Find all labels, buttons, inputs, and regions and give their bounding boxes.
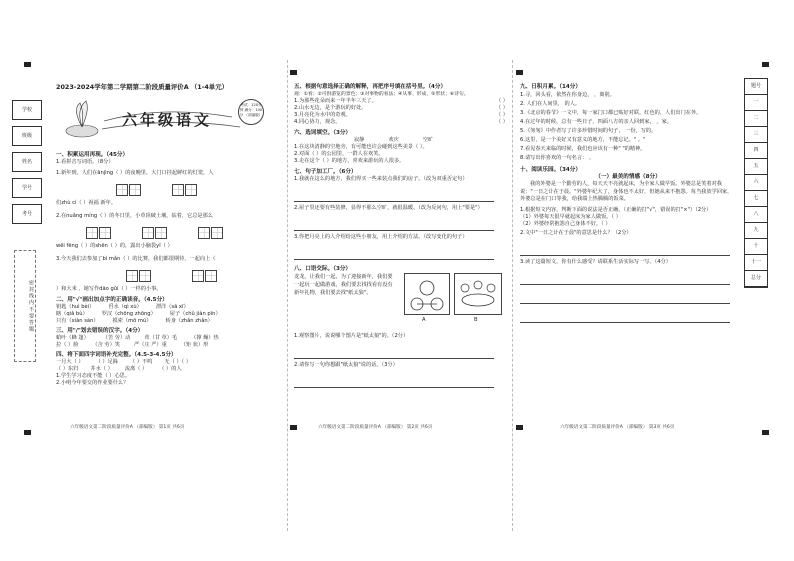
page-divider bbox=[287, 60, 288, 531]
score-cell[interactable]: 七 bbox=[745, 191, 767, 207]
question-heading: 二、用"√"画出加点字的正确读音。（4.5分） bbox=[56, 297, 168, 303]
fill-line[interactable]: 6.这里，是一个美好又有意义的地方，不能忘记。" 。" bbox=[520, 137, 646, 143]
answer-line[interactable] bbox=[520, 247, 730, 256]
exam-header: 2023-2024学年第二学期第二阶段质量评价A （1-4单元） bbox=[56, 83, 228, 91]
score-cell[interactable]: 九 bbox=[745, 223, 767, 239]
binding-notice: 密 封 线 内 不 要 答 题 bbox=[14, 250, 36, 362]
answer-line[interactable] bbox=[520, 294, 730, 304]
section-title: 六、选词填空。（3分） bbox=[294, 130, 352, 136]
registration-marker bbox=[762, 430, 769, 435]
school-field[interactable]: 学校 bbox=[12, 100, 42, 120]
pinyin-boxes[interactable] bbox=[116, 179, 282, 198]
char-row[interactable]: 蛤叶（蜂 篷） （苦 劳）动 茸（甘 草）毛 （撑 燥）热 bbox=[56, 335, 219, 341]
answer-line[interactable] bbox=[294, 222, 494, 231]
answer-line[interactable] bbox=[294, 193, 494, 202]
section-title: 九、日积月累。（14分） bbox=[520, 84, 581, 90]
oral-prompt: 龙龙，让我们一起，为了迎接新年，我们要一起玩一起做游戏，我们要去找找看有没有新年礼物，我们要去找"纸太狼"。 bbox=[294, 274, 393, 296]
name-field[interactable]: 姓名 bbox=[12, 152, 42, 172]
question-line: 2.文中"一日之计在于晨"的意思是什么？（2分） bbox=[520, 229, 632, 236]
score-cell[interactable]: 五 bbox=[745, 159, 767, 175]
page-footer: 六年级语文第二阶段质量评价A （部编版） 第2页 共6页 bbox=[318, 425, 433, 430]
exam-stamp: 考试：120分钟 满分：100分 （部编版） bbox=[238, 99, 264, 125]
score-cell[interactable]: 十一 bbox=[745, 255, 767, 271]
page-divider bbox=[512, 60, 513, 531]
page-title: 六年级语文 bbox=[122, 111, 213, 129]
question-line: 3.你把月亮上的人介绍给这些小朋友，用上介绍的方法。（改写变化的句子） bbox=[294, 234, 468, 240]
section-title: 五、根据句意选择正确的解释，再把序号填在括号里。（4分） bbox=[294, 84, 447, 90]
fill-line[interactable]: 1.寻，回头看，依然在你身边， ，离别。 bbox=[520, 92, 615, 98]
section-title: 一、积累运用再现。（45分） bbox=[56, 152, 129, 158]
fill-line[interactable]: 7.看见春天来临的时候，我们也应该有一种" "的精神。 bbox=[520, 146, 646, 152]
fill-line[interactable]: 8.请写出你喜欢的一句名言： 。 bbox=[520, 155, 595, 161]
choice-item[interactable]: 2.山水无边，是个游玩的好处。 （ ） bbox=[294, 105, 508, 111]
pinyin-boxes[interactable] bbox=[126, 265, 282, 284]
answer-line[interactable] bbox=[294, 251, 494, 260]
answer-line[interactable] bbox=[520, 313, 730, 323]
registration-marker bbox=[762, 62, 769, 67]
question-line[interactable]: 1.在这块清静的空地旁，有可能也许会碰到这些美景（ ）。 bbox=[294, 144, 428, 150]
answer-line[interactable] bbox=[520, 275, 730, 285]
choice-item[interactable]: 1.为那些花朵而来一年半年三天了。 （ ） bbox=[294, 98, 508, 104]
question-heading: 四、将下面四字词语补充完整。（4.5-3-4.5分） bbox=[56, 352, 177, 358]
word-bank: 寂静 欢庆 空旷 bbox=[354, 137, 434, 143]
question-line: 观：①看；②可供游览的景色；③对事物的看法；④从事、形成，⑤形状；⑥诗句。 bbox=[294, 92, 469, 97]
question-line: 2.在nuǎng míng（ ）的冬日里，小草顶破土壤，钻着，它总是那么 bbox=[56, 213, 213, 219]
question-line: 2.请你写一句你想跟"纸太狼"说的话。（3分） bbox=[294, 362, 398, 368]
question-line[interactable]: 2.对面（ ）的公园里，一群人在欢笑。 bbox=[294, 151, 384, 157]
idiom-row[interactable]: 一月大（ ） （ ）足跺 （ ）不鸣 无（ ）（ ） bbox=[56, 359, 192, 365]
answer-line[interactable] bbox=[294, 379, 494, 388]
pinyin-boxes[interactable] bbox=[86, 222, 282, 241]
fill-line[interactable]: 3.《北京的春节》一文中，每一家门口都已贴好对联，红色的，人们出门在外。 bbox=[520, 110, 702, 116]
score-cell: 题号 bbox=[745, 79, 767, 95]
score-cell[interactable]: 十 bbox=[745, 239, 767, 255]
judge-item[interactable]: （2）外婆经常抱怨自己身体不好。（ ） bbox=[520, 220, 611, 227]
choice-item[interactable]: 3.月亮化为水中的奇观。 （ ） bbox=[294, 112, 508, 118]
score-cell[interactable]: 六 bbox=[745, 175, 767, 191]
picture-b[interactable] bbox=[454, 273, 502, 315]
registration-marker bbox=[24, 62, 31, 67]
page2-content bbox=[294, 84, 508, 388]
page-footer: 六年级语文第二阶段质量评价A （部编版） 第1页 共6页 bbox=[70, 425, 185, 430]
oral-section bbox=[294, 273, 508, 333]
score-cell[interactable]: 一 bbox=[745, 95, 767, 111]
question-line: 3.读了这篇短文，你有什么感受？请联系生活实际写一写。（4分） bbox=[520, 258, 671, 265]
fill-line[interactable]: 5.《匆匆》中作者写了许多珍惜时间的句子， 一份，写的。 bbox=[520, 128, 657, 134]
picture-a[interactable] bbox=[404, 273, 450, 315]
score-cell[interactable]: 八 bbox=[745, 207, 767, 223]
score-table bbox=[744, 78, 768, 288]
score-cell[interactable]: 三 bbox=[745, 127, 767, 143]
question-heading: 三、用"/"划去错误的汉字。（4分） bbox=[56, 328, 144, 334]
section-title: 七、句子加工厂。（6分） bbox=[294, 169, 357, 175]
registration-marker bbox=[516, 70, 523, 75]
registration-marker bbox=[516, 425, 523, 430]
char-row[interactable]: 拉（ ）脸 （含 劳）笑 严（庄 严）重 （矩 状）形 bbox=[56, 342, 209, 348]
idiom-row[interactable]: （ ）东归 井水（ ） 流离（ ） （ ）的人 bbox=[56, 366, 182, 372]
judge-item[interactable]: （1）外婆每天很早就起床为家人做饭。（ ） bbox=[520, 213, 621, 220]
question-line: 1.观察图片，说说哪个图片是"纸太狼"的。（2分） bbox=[294, 333, 409, 339]
answer-line[interactable] bbox=[294, 350, 494, 359]
family-dinner-icon bbox=[455, 274, 501, 314]
page-footer: 六年级语文第二阶段质量评价A （部编版） 第3页 共6页 bbox=[560, 425, 675, 430]
registration-marker bbox=[290, 425, 297, 430]
question-line: 1.根据短文内容，判断下面的说法是否正确。（正确的打"√"，错误的打"×"）（2分） bbox=[520, 206, 712, 213]
student-id-field[interactable]: 学号 bbox=[12, 178, 42, 198]
exam-number-field[interactable]: 考号 bbox=[12, 204, 42, 224]
reading-row[interactable]: 瞎（qiǎ bù） 罗汉（chōng zhōng） 屋子（chǔ jiàn pīn） bbox=[56, 311, 221, 317]
fill-line[interactable]: 2. 人们在人间里， 的人。 bbox=[520, 101, 581, 107]
section-title: 十、阅读乐园。（34分） bbox=[520, 167, 581, 173]
registration-marker bbox=[24, 430, 31, 435]
question-line: 2.小明今年要交的作业要什么？ bbox=[56, 380, 129, 386]
score-cell[interactable]: 四 bbox=[745, 143, 767, 159]
passage-title: （一）最美的情感（8分） bbox=[595, 174, 661, 180]
picture-a-label: A bbox=[422, 317, 426, 323]
question-line: 1.新年到，人们在ānjìng（ ）的夜晚里，大门口挂起鲜红的灯笼，人 bbox=[56, 170, 214, 176]
question-line: 们zhù cí（ ）祝福 新年。 bbox=[56, 200, 117, 206]
registration-marker bbox=[290, 70, 297, 75]
cartoon-scene-icon bbox=[405, 274, 449, 314]
question-heading: 1.看拼音写词语。（8分） bbox=[56, 159, 114, 165]
section-title: 八、口语交际。（3分） bbox=[294, 266, 352, 272]
question-line: 3.今天我们去参加了bì mǎn（ ）的比赛，我们都很期待，一起向上（ bbox=[56, 256, 216, 262]
picture-b-label: B bbox=[474, 317, 478, 323]
page3-content bbox=[520, 84, 736, 323]
choice-item[interactable]: 4.同心协力，观念。 （ ） bbox=[294, 119, 508, 125]
question-line: 1.我就在这么的地方，我们得买一些来装点我们的房子。（改为双重否定句） bbox=[294, 176, 468, 182]
question-line: 2.屋子里还要有些装修，显得不那么空旷，就很温暖。（改为反问句，用上"要是"） bbox=[294, 205, 483, 211]
title-banner bbox=[62, 97, 262, 141]
page1-content bbox=[56, 152, 282, 387]
reading-passage: 我的外婆是一个勤劳的人，每天天不亮就起床，为全家人做早饭。外婆总是笑着对我说："一日之计在于晨。"外婆年纪大了，身体也不太好，但她从来不抱怨。每当我放学回家，外婆总是在门口等我，给我端上热腾腾的饭菜。 bbox=[520, 181, 733, 202]
reading-row[interactable]: 只有（xiàn sàn） 摸索（mō mú） 转身（zhǎn zhǎn） bbox=[56, 318, 213, 324]
score-cell[interactable]: 总分 bbox=[745, 271, 767, 287]
question-line[interactable]: 3.走在这个（ ）的地方，喜欢来游玩的人很多。 bbox=[294, 158, 405, 164]
class-field[interactable]: 班级 bbox=[12, 126, 42, 146]
reading-row[interactable]: 钥匙（huì bèi） 舀水（qì xù） 漂洋（sā xī） bbox=[56, 304, 189, 310]
question-line: ）和大米 ，她写作dāo gǔi（ ）一样的小事。 bbox=[56, 286, 162, 292]
fill-line[interactable]: 4.在过年的时候，总有一些日子，四面八方的亲人回到家， ，家。 bbox=[520, 119, 672, 125]
question-line: 1.学生学习态度不能（ ）心思。 bbox=[56, 373, 131, 379]
score-cell[interactable]: 二 bbox=[745, 111, 767, 127]
question-line: wēi fēng（ ）的shēn（ ）的，露出小脑袋yǐ（ ） bbox=[56, 243, 173, 249]
